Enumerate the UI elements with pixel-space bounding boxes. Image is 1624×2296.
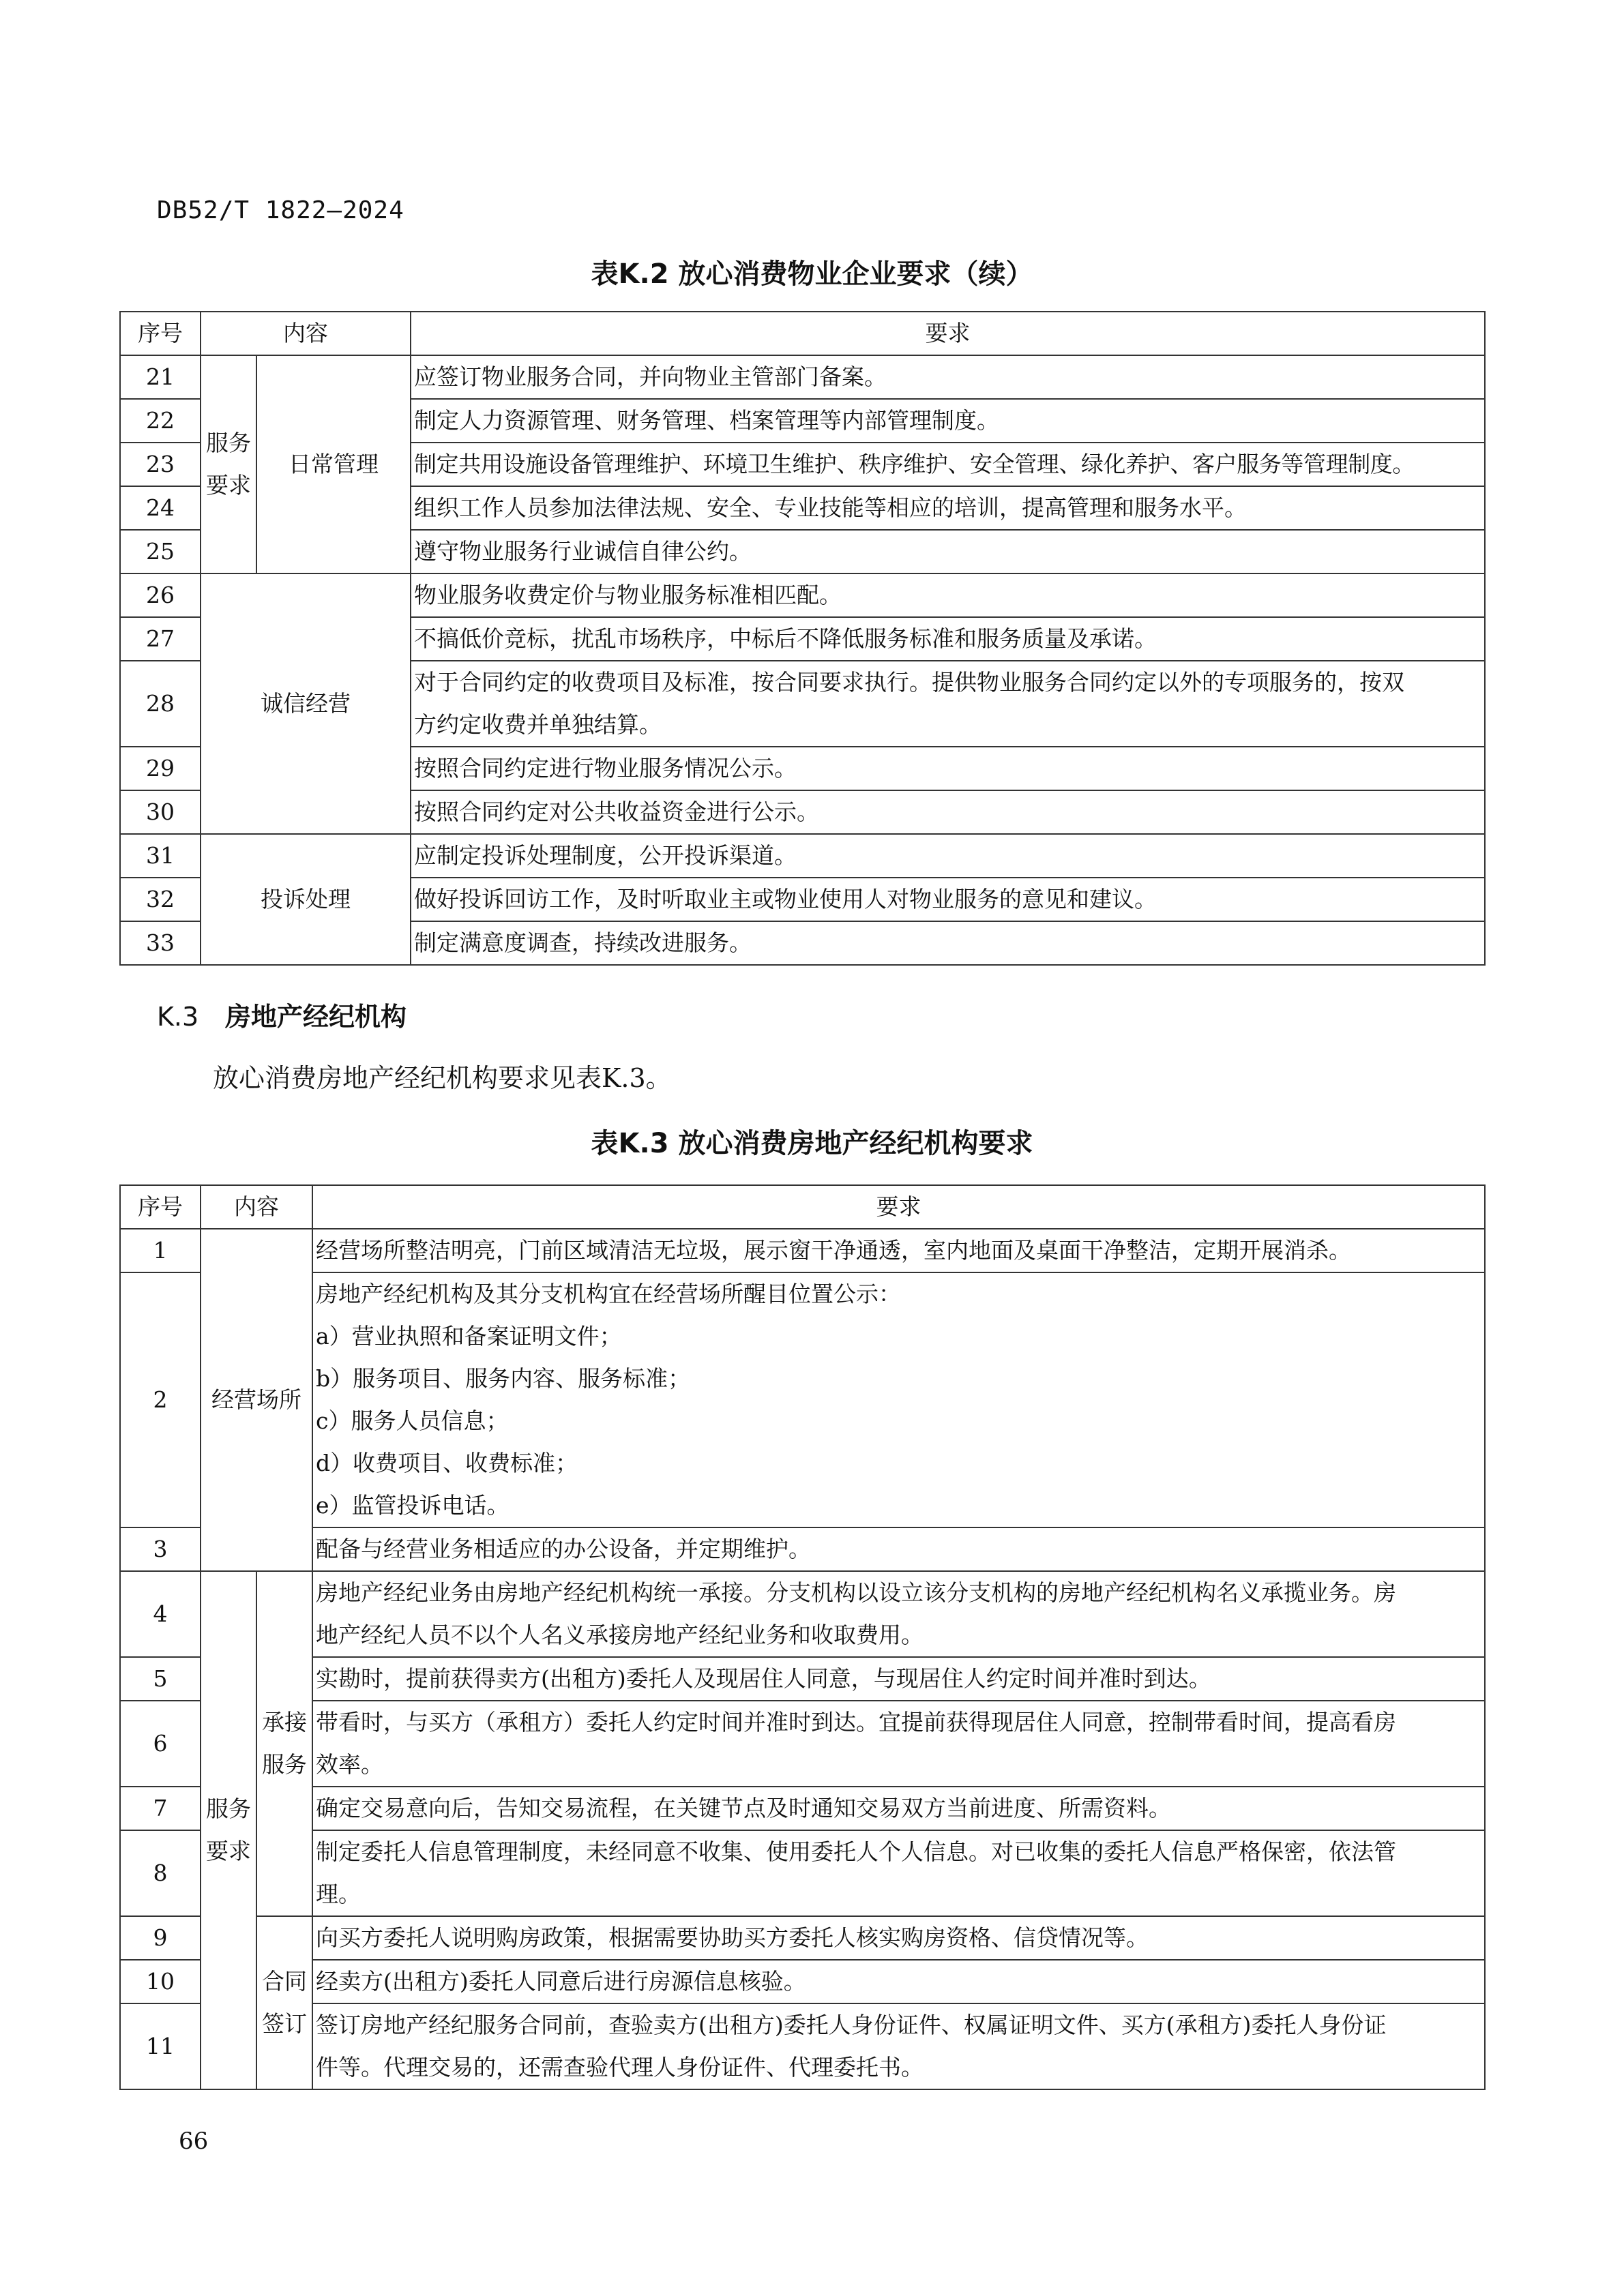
table-row <box>120 355 1485 399</box>
table-row <box>120 834 1485 878</box>
row-text: 按照合同约定对公共收益资金进行公示。 <box>411 790 1485 834</box>
row-text: 遵守物业服务行业诚信自律公约。 <box>411 530 1485 573</box>
row-text: 应制定投诉处理制度，公开投诉渠道。 <box>411 834 1485 878</box>
subcategory-accept <box>256 1571 312 1916</box>
row-text-line: 对于合同约定的收费项目及标准，按合同要求执行。提供物业服务合同约定以外的专项服务的，按双 <box>414 669 1404 696</box>
row-text-line: 方约定收费并单独结算。 <box>414 711 662 738</box>
row-text-line: 房地产经纪业务由房地产经纪机构统一承接。分支机构以设立该分支机构的房地产经纪机构名义承揽业务。房 <box>316 1579 1396 1606</box>
row-text: 应签订物业服务合同，并向物业主管部门备案。 <box>411 355 1485 399</box>
row-text <box>312 1701 1485 1787</box>
section-heading <box>157 996 407 1033</box>
category-service-line2: 要求 <box>206 1838 251 1864</box>
row-no: 23 <box>120 443 201 486</box>
row-text: 不搞低价竞标，扰乱市场秩序，中标后不降低服务标准和服务质量及承诺。 <box>411 617 1485 661</box>
row-no: 9 <box>120 1916 201 1960</box>
subcategory-accept-line2: 服务 <box>262 1751 307 1778</box>
row-text-line: 房地产经纪机构及其分支机构宜在经营场所醒目位置公示： <box>316 1281 901 1307</box>
subcategory-contract <box>256 1916 312 2089</box>
header-content: 内容 <box>201 312 411 355</box>
row-text: 经卖方(出租方)委托人同意后进行房源信息核验。 <box>312 1960 1485 2003</box>
row-text: 实勘时，提前获得卖方(出租方)委托人及现居住人同意，与现居住人约定时间并准时到达。 <box>312 1657 1485 1701</box>
row-text <box>312 2003 1485 2089</box>
row-no: 30 <box>120 790 201 834</box>
header-requirement: 要求 <box>312 1185 1485 1229</box>
section-intro: 放心消费房地产经纪机构要求见表K.3。 <box>213 1063 672 1093</box>
row-text <box>312 1830 1485 1916</box>
section-title: 房地产经纪机构 <box>225 1002 407 1032</box>
row-text-line: 件等。代理交易的，还需查验代理人身份证件、代理委托书。 <box>316 2054 924 2081</box>
row-text-line: 签订房地产经纪服务合同前，查验卖方(出租方)委托人身份证件、权属证明文件、买方(承租方)委托人身份证 <box>316 2012 1387 2038</box>
category-service <box>201 355 256 573</box>
row-no: 2 <box>120 1272 201 1527</box>
row-text: 确定交易意向后，告知交易流程，在关键节点及时通知交易双方当前进度、所需资料。 <box>312 1787 1485 1830</box>
row-text: 做好投诉回访工作，及时听取业主或物业使用人对物业服务的意见和建议。 <box>411 878 1485 921</box>
table-header-row <box>120 312 1485 355</box>
row-text: 配备与经营业务相适应的办公设备，并定期维护。 <box>312 1527 1485 1571</box>
row-no: 28 <box>120 661 201 747</box>
table-row <box>120 573 1485 617</box>
list-item: d）收费项目、收费标准； <box>316 1450 578 1476</box>
document-code: DB52/T 1822—2024 <box>157 196 404 224</box>
table-row <box>120 1657 1485 1701</box>
row-no: 10 <box>120 1960 201 2003</box>
row-no: 1 <box>120 1229 201 1272</box>
row-no: 33 <box>120 921 201 965</box>
table-k2-title: 表K.2 放心消费物业企业要求（续） <box>591 258 1033 290</box>
row-no: 32 <box>120 878 201 921</box>
table-header-row <box>120 1185 1485 1229</box>
page-number: 66 <box>179 2128 209 2155</box>
list-item: a）营业执照和备案证明文件； <box>316 1323 622 1350</box>
row-no: 27 <box>120 617 201 661</box>
header-no: 序号 <box>120 312 201 355</box>
row-text: 物业服务收费定价与物业服务标准相匹配。 <box>411 573 1485 617</box>
row-text-line: 制定委托人信息管理制度，未经同意不收集、使用委托人个人信息。对已收集的委托人信息严格保密，依法管 <box>316 1838 1396 1865</box>
row-text <box>411 661 1485 747</box>
subcategory-daily: 日常管理 <box>256 355 411 573</box>
row-text-line: 地产经纪人员不以个人名义承接房地产经纪业务和收取费用。 <box>316 1622 924 1648</box>
subcategory-contract-line1: 合同 <box>262 1968 307 1995</box>
row-text: 制定共用设施设备管理维护、环境卫生维护、秩序维护、安全管理、绿化养护、客户服务等管理制度。 <box>411 443 1485 486</box>
subcategory-accept-line1: 承接 <box>262 1709 307 1735</box>
category-premises: 经营场所 <box>201 1229 312 1571</box>
category-service <box>201 1571 256 2089</box>
row-text-line: 理。 <box>316 1881 361 1907</box>
table-row <box>120 1960 1485 2003</box>
category-service-line1: 服务 <box>206 430 251 456</box>
list-item: c）服务人员信息； <box>316 1407 509 1434</box>
row-no: 5 <box>120 1657 201 1701</box>
row-no: 31 <box>120 834 201 878</box>
list-item: b）服务项目、服务内容、服务标准； <box>316 1365 691 1392</box>
row-text: 制定满意度调查，持续改进服务。 <box>411 921 1485 965</box>
row-no: 7 <box>120 1787 201 1830</box>
row-text <box>312 1571 1485 1657</box>
table-k3-title: 表K.3 放心消费房地产经纪机构要求 <box>591 1128 1033 1159</box>
row-no: 8 <box>120 1830 201 1916</box>
table-row <box>120 1229 1485 1272</box>
header-no: 序号 <box>120 1185 201 1229</box>
row-no: 3 <box>120 1527 201 1571</box>
category-service-line2: 要求 <box>206 472 251 498</box>
table-row <box>120 2003 1485 2089</box>
row-no: 24 <box>120 486 201 530</box>
row-text: 向买方委托人说明购房政策，根据需要协助买方委托人核实购房资格、信贷情况等。 <box>312 1916 1485 1960</box>
section-number: K.3 <box>157 1002 199 1032</box>
row-text-line: 效率。 <box>316 1751 383 1778</box>
row-no: 6 <box>120 1701 201 1787</box>
header-content: 内容 <box>201 1185 312 1229</box>
row-no: 4 <box>120 1571 201 1657</box>
header-requirement: 要求 <box>411 312 1485 355</box>
category-service-line1: 服务 <box>206 1795 251 1822</box>
row-text <box>312 1272 1485 1527</box>
table-row <box>120 1916 1485 1960</box>
row-text: 经营场所整洁明亮，门前区域清洁无垃圾，展示窗干净通透，室内地面及桌面干净整洁，定期开展消杀。 <box>312 1229 1485 1272</box>
row-no: 29 <box>120 747 201 790</box>
row-text: 按照合同约定进行物业服务情况公示。 <box>411 747 1485 790</box>
table-row <box>120 1830 1485 1916</box>
row-no: 26 <box>120 573 201 617</box>
row-no: 25 <box>120 530 201 573</box>
row-text: 组织工作人员参加法律法规、安全、专业技能等相应的培训，提高管理和服务水平。 <box>411 486 1485 530</box>
category-integrity: 诚信经营 <box>201 573 411 834</box>
row-no: 21 <box>120 355 201 399</box>
row-text: 制定人力资源管理、财务管理、档案管理等内部管理制度。 <box>411 399 1485 443</box>
table-row <box>120 1272 1485 1527</box>
list-item: e）监管投诉电话。 <box>316 1492 510 1519</box>
category-complaint: 投诉处理 <box>201 834 411 965</box>
row-text-line: 带看时，与买方（承租方）委托人约定时间并准时到达。宜提前获得现居住人同意，控制带看时间，提高看房 <box>316 1709 1396 1735</box>
table-row <box>120 1571 1485 1657</box>
table-row <box>120 1527 1485 1571</box>
subcategory-contract-line2: 签订 <box>262 2010 307 2037</box>
table-k2 <box>119 311 1486 966</box>
table-row <box>120 1701 1485 1787</box>
table-k3 <box>119 1184 1486 2090</box>
table-row <box>120 1787 1485 1830</box>
row-no: 11 <box>120 2003 201 2089</box>
row-no: 22 <box>120 399 201 443</box>
